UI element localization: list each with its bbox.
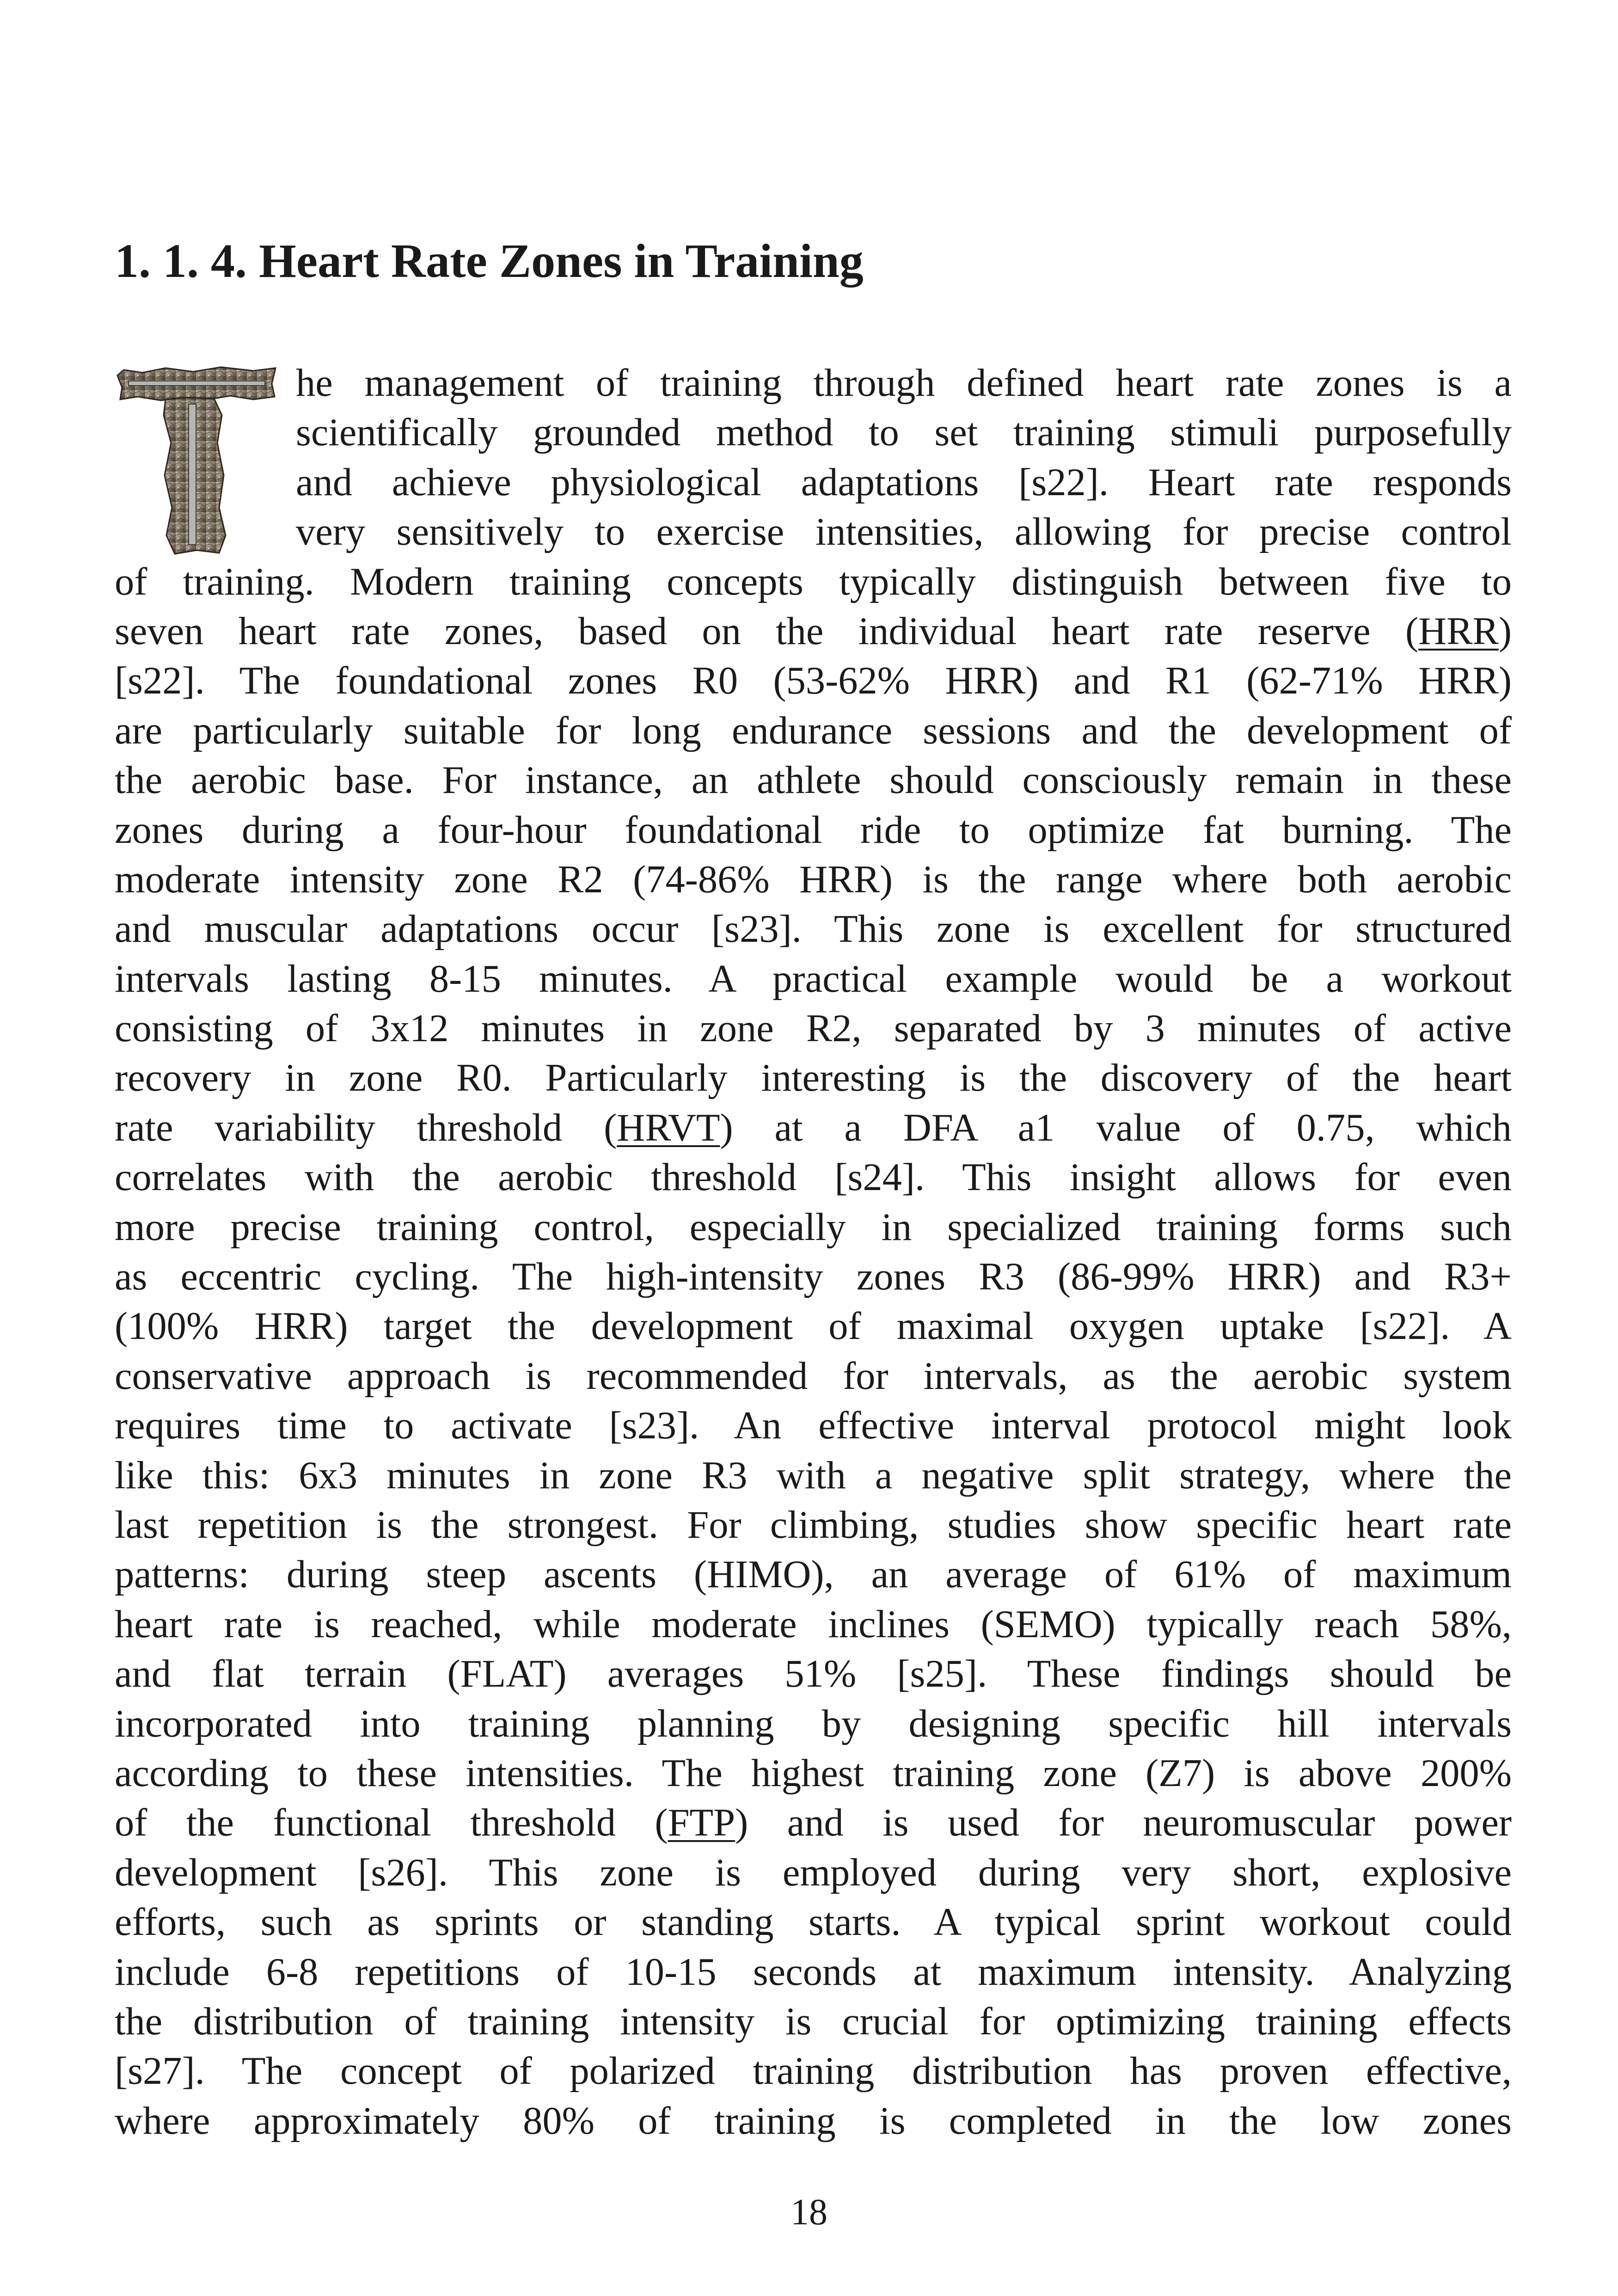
text-segment: of the functional threshold (	[115, 1801, 668, 1845]
section-heading: 1. 1. 4. Heart Rate Zones in Training	[115, 234, 864, 288]
text-line: moderate intensity zone R2 (74-86% HRR) is the range where both aerobic	[115, 858, 1512, 901]
hrvt-link[interactable]: HRVT	[617, 1106, 720, 1149]
text-line: recovery in zone R0. Particularly interesting is the discovery of the heart	[115, 1056, 1512, 1100]
text-line: include 6-8 repetitions of 10-15 seconds at maximum intensity. Analyzing	[115, 1950, 1512, 1994]
text-segment: seven heart rate zones, based on the individual heart rate reserve (	[115, 609, 1419, 653]
text-line: like this: 6x3 minutes in zone R3 with a negative split strategy, where the	[115, 1454, 1512, 1497]
text-line: he management of training through defined heart rate zones is a	[296, 362, 1512, 405]
hrr-link[interactable]: HRR	[1418, 609, 1499, 653]
text-line: and achieve physiological adaptations [s22]. Heart rate responds	[296, 460, 1512, 504]
text-line: more precise training control, especially in specialized training forms such	[115, 1205, 1512, 1249]
page-number: 18	[791, 2192, 827, 2233]
text-line: [s22]. The foundational zones R0 (53-62% HRR) and R1 (62-71% HRR)	[115, 659, 1512, 703]
text-line: and flat terrain (FLAT) averages 51% [s25]. These findings should be	[115, 1652, 1512, 1696]
text-line: last repetition is the strongest. For climbing, studies show specific heart rate	[115, 1503, 1512, 1547]
text-line: patterns: during steep ascents (HIMO), an average of 61% of maximum	[115, 1553, 1512, 1596]
text-line: requires time to activate [s23]. An effective interval protocol might look	[115, 1404, 1512, 1448]
text-segment: ) at a DFA a1 value of 0.75, which	[720, 1106, 1512, 1149]
text-line: heart rate is reached, while moderate inclines (SEMO) typically reach 58%,	[115, 1602, 1512, 1646]
text-line: are particularly suitable for long endurance sessions and the development of	[115, 709, 1512, 752]
text-line: development [s26]. This zone is employed during very short, explosive	[115, 1851, 1512, 1894]
text-line: scientifically grounded method to set training stimuli purposefully	[296, 411, 1512, 454]
text-line	[115, 1798, 1512, 1848]
text-line: according to these intensities. The highest training zone (Z7) is above 200%	[115, 1751, 1512, 1795]
text-line: intervals lasting 8-15 minutes. A practical example would be a workout	[115, 957, 1512, 1001]
text-line: the distribution of training intensity is crucial for optimizing training effects	[115, 2000, 1512, 2043]
text-line: very sensitively to exercise intensities, allowing for precise control	[296, 510, 1512, 554]
text-line: incorporated into training planning by designing specific hill intervals	[115, 1702, 1512, 1745]
text-segment: ) and is used for neuromuscular power	[735, 1801, 1512, 1845]
text-line	[115, 607, 1512, 656]
text-line: correlates with the aerobic threshold [s24]. This insight allows for even	[115, 1156, 1512, 1199]
text-line: the aerobic base. For instance, an athlete should consciously remain in these	[115, 759, 1512, 802]
text-line: consisting of 3x12 minutes in zone R2, separated by 3 minutes of active	[115, 1007, 1512, 1050]
ftp-link[interactable]: FTP	[668, 1801, 735, 1845]
text-line: where approximately 80% of training is completed in the low zones	[115, 2099, 1512, 2143]
text-line: conservative approach is recommended for intervals, as the aerobic system	[115, 1354, 1512, 1398]
body-paragraph	[115, 358, 1512, 2146]
text-line: as eccentric cycling. The high-intensity zones R3 (86-99% HRR) and R3+	[115, 1255, 1512, 1299]
text-line: zones during a four-hour foundational ride to optimize fat burning. The	[115, 808, 1512, 852]
text-line: [s27]. The concept of polarized training distribution has proven effective,	[115, 2050, 1512, 2093]
text-segment: )	[1498, 609, 1512, 653]
text-line: (100% HRR) target the development of maximal oxygen uptake [s22]. A	[115, 1305, 1512, 1348]
text-line: and muscular adaptations occur [s23]. This zone is excellent for structured	[115, 908, 1512, 951]
text-line: efforts, such as sprints or standing starts. A typical sprint workout could	[115, 1901, 1512, 1944]
text-line	[115, 1103, 1512, 1153]
text-line: of training. Modern training concepts typically distinguish between five to	[115, 560, 1512, 603]
text-segment: rate variability threshold (	[115, 1106, 617, 1149]
